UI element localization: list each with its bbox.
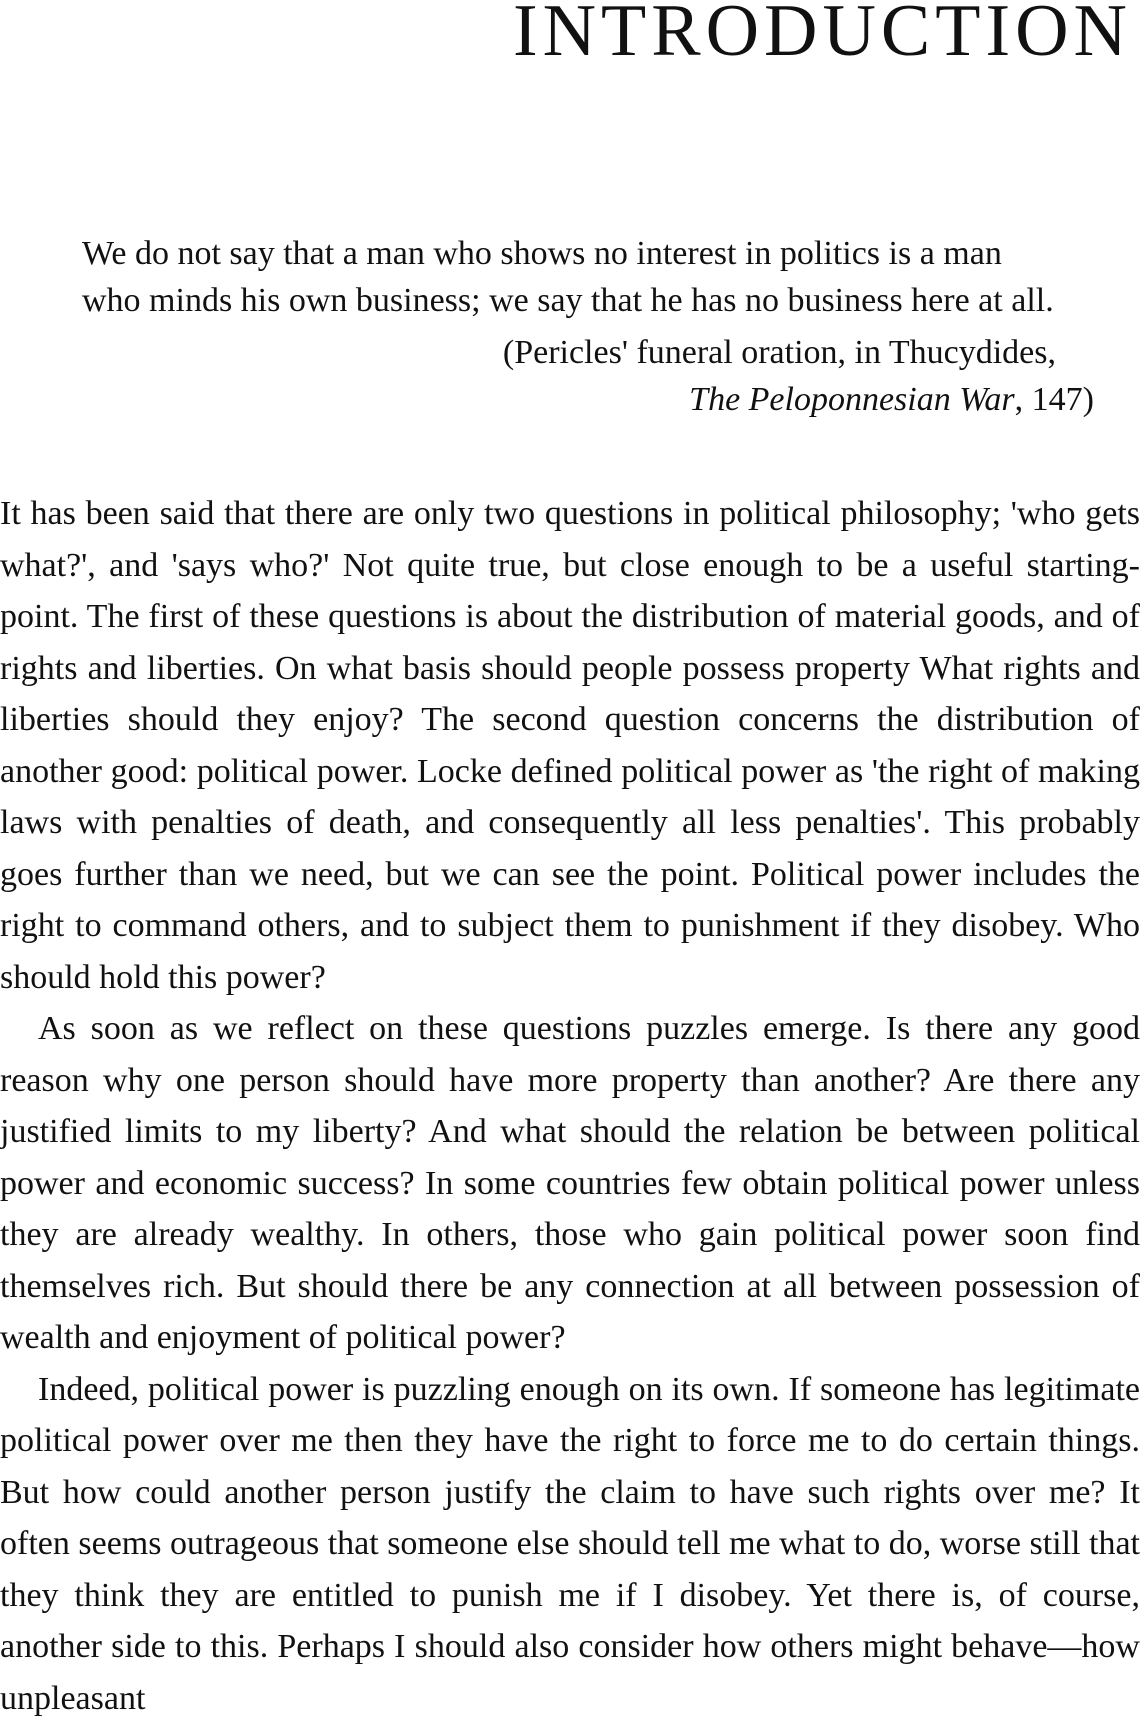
epigraph-source-prefix: (Pericles' funeral oration, in Thucydides, bbox=[502, 334, 1056, 371]
chapter-title: INTRODUCTION bbox=[512, 0, 1132, 72]
epigraph-source-citation bbox=[82, 376, 1094, 423]
epigraph bbox=[82, 230, 1094, 423]
epigraph-attribution bbox=[82, 329, 1094, 423]
body-text bbox=[0, 488, 1140, 1724]
epigraph-quote: We do not say that a man who shows no interest in politics is a man who minds his own business; we say that he has no business here at all. bbox=[82, 235, 1054, 319]
paragraph-3: Indeed, political power is puzzling enough on its own. If someone has legitimate political power over me then they have the right to force me to do certain things. But how could another person justify the claim to have such rights over me? It often seems outrageous that someone else should tell me what to do, worse still that they think they are entitled to punish me if I disobey. Yet there is, of course, another side to this. Perhaps I should also consider how others might behave—how unpleasant bbox=[0, 1370, 1140, 1717]
paragraph-1: It has been said that there are only two questions in political philosophy; 'who gets what?', and 'says who?' Not quite true, but close enough to be a useful starting-point. The first of these questions is about the distribution of material goods, and of rights and liberties. On what basis should people possess property What rights and liberties should they enjoy? The second question concerns the distribution of another good: political power. Locke defined political power as 'the right of making laws with penalties of death, and consequently all less penalties'. This probably goes further than we need, but we can see the point. Political power includes the right to command others, and to subject them to punishment if they disobey. Who should hold this power? bbox=[0, 495, 1140, 996]
epigraph-source-title: The Peloponnesian War bbox=[689, 381, 1015, 418]
epigraph-source-suffix: , 147) bbox=[1014, 381, 1094, 418]
paragraph-2: As soon as we reflect on these questions puzzles emerge. Is there any good reason why one person should have more property than another? Are there any justified limits to my liberty? And what should the relation be between political power and economic success? In some countries few obtain political power unless they are already wealthy. In others, those who gain political power soon find themselves rich. But should there be any connection at all between possession of wealth and enjoyment of political power? bbox=[0, 1010, 1140, 1356]
